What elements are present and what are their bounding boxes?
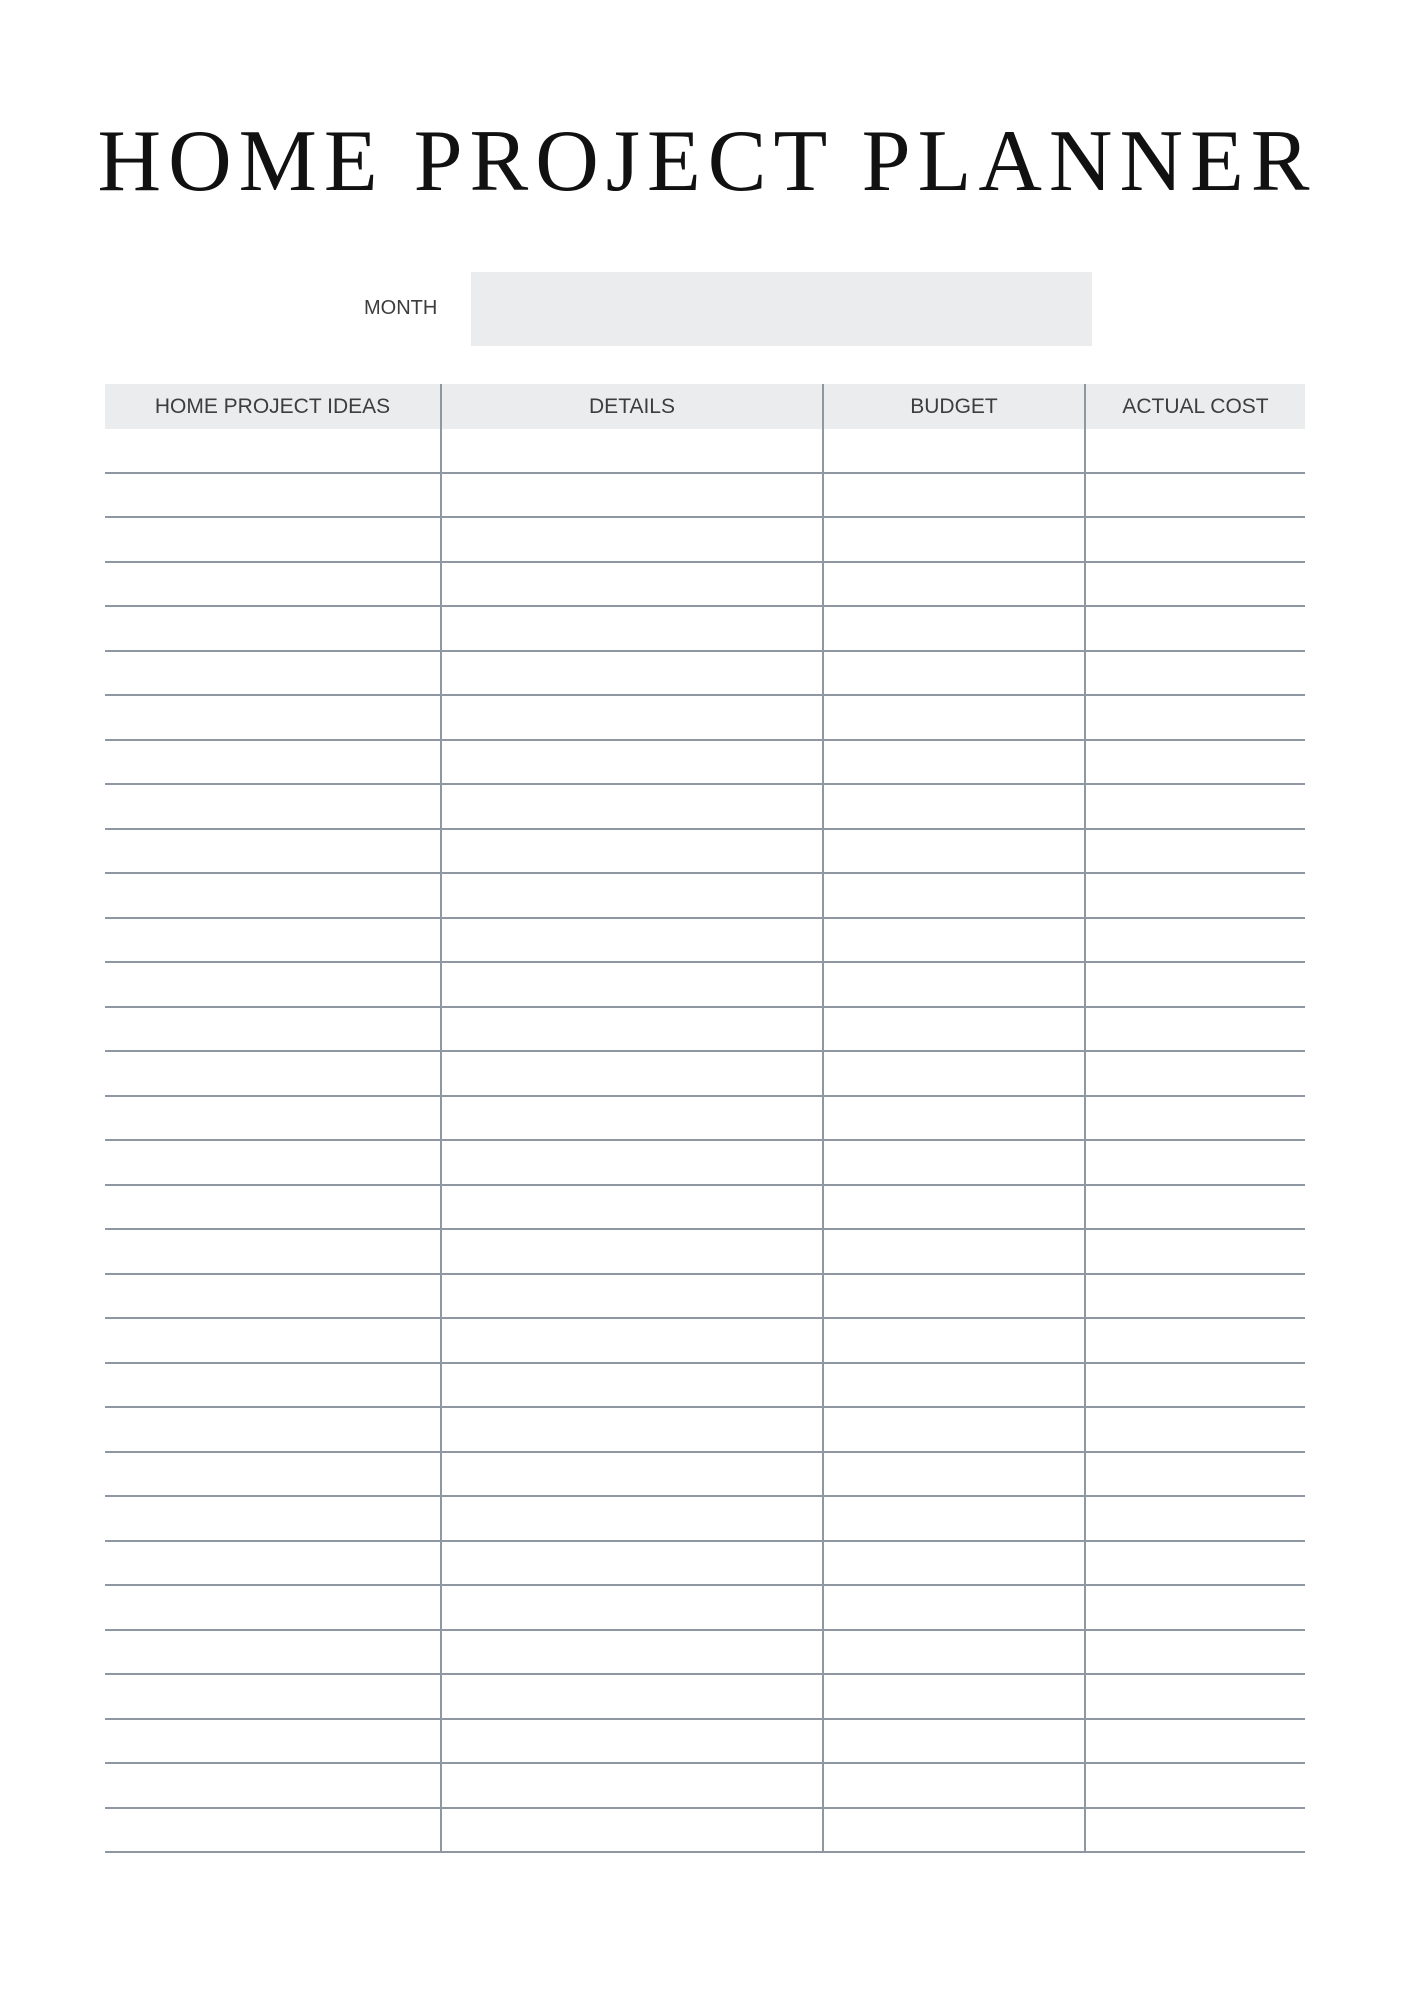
column-header-ideas: HOME PROJECT IDEAS xyxy=(154,395,391,418)
table-row[interactable] xyxy=(105,518,1305,563)
table-row[interactable] xyxy=(105,1764,1305,1809)
table-row[interactable] xyxy=(105,607,1305,652)
table-row[interactable] xyxy=(105,963,1305,1008)
column-header-details: DETAILS xyxy=(589,395,675,418)
table-row[interactable] xyxy=(105,1586,1305,1631)
column-header-actual-cost: ACTUAL COST xyxy=(1122,395,1269,418)
table-row[interactable] xyxy=(105,429,1305,474)
table-row[interactable] xyxy=(105,874,1305,919)
column-header-budget: BUDGET xyxy=(910,395,998,418)
table-row[interactable] xyxy=(105,1720,1305,1765)
table-row[interactable] xyxy=(105,1453,1305,1498)
table-row[interactable] xyxy=(105,696,1305,741)
column-divider xyxy=(1084,384,1086,1853)
table-row[interactable] xyxy=(105,1809,1305,1854)
table-row[interactable] xyxy=(105,785,1305,830)
table-row[interactable] xyxy=(105,1230,1305,1275)
column-divider xyxy=(440,384,442,1853)
table-row[interactable] xyxy=(105,1675,1305,1720)
table-body xyxy=(105,429,1305,1853)
table-row[interactable] xyxy=(105,1497,1305,1542)
table-row[interactable] xyxy=(105,1186,1305,1231)
table-row[interactable] xyxy=(105,919,1305,964)
table-header xyxy=(105,384,1305,429)
table-row[interactable] xyxy=(105,474,1305,519)
month-input[interactable] xyxy=(471,272,1092,346)
table-row[interactable] xyxy=(105,741,1305,786)
table-row[interactable] xyxy=(105,1542,1305,1587)
table-row[interactable] xyxy=(105,1052,1305,1097)
month-label: MONTH xyxy=(364,297,438,319)
table-row[interactable] xyxy=(105,1408,1305,1453)
table-row[interactable] xyxy=(105,563,1305,608)
table-row[interactable] xyxy=(105,652,1305,697)
table-row[interactable] xyxy=(105,1275,1305,1320)
table-row[interactable] xyxy=(105,1141,1305,1186)
page-title: HOME PROJECT PLANNER xyxy=(97,113,1317,210)
table-row[interactable] xyxy=(105,830,1305,875)
column-divider xyxy=(822,384,824,1853)
table-row[interactable] xyxy=(105,1319,1305,1364)
table-row[interactable] xyxy=(105,1364,1305,1409)
table-row[interactable] xyxy=(105,1631,1305,1676)
table-row[interactable] xyxy=(105,1097,1305,1142)
table-row[interactable] xyxy=(105,1008,1305,1053)
project-table xyxy=(105,384,1305,1853)
